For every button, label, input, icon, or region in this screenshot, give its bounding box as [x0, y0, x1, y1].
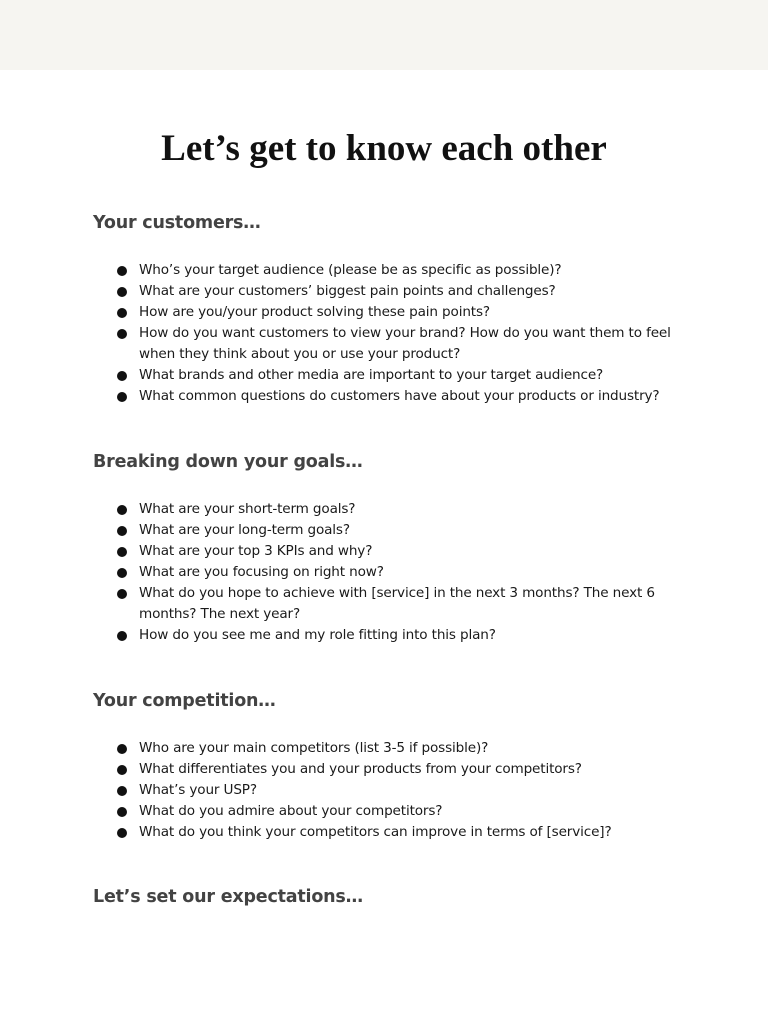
- bullet-icon: [117, 505, 127, 515]
- section-heading: Breaking down your goals…: [93, 452, 363, 472]
- question-text: How do you want customers to view your brand? How do you want them to feel when they think about you or use your product?: [139, 325, 671, 362]
- page-title: Let’s get to know each other: [161, 128, 607, 169]
- question-item: [93, 738, 699, 759]
- question-item: [93, 562, 699, 583]
- question-list: [93, 260, 693, 407]
- question-item: [93, 365, 699, 386]
- question-text: What are you focusing on right now?: [139, 564, 384, 580]
- bullet-icon: [117, 371, 127, 381]
- question-item: [93, 520, 699, 541]
- question-text: What do you admire about your competitors?: [139, 803, 443, 819]
- question-text: Who’s your target audience (please be as specific as possible)?: [139, 262, 562, 278]
- question-item: [93, 541, 699, 562]
- question-text: How are you/your product solving these pain points?: [139, 304, 490, 320]
- question-item: [93, 625, 699, 646]
- bullet-icon: [117, 308, 127, 318]
- question-item: [93, 302, 699, 323]
- question-item: [93, 281, 699, 302]
- question-text: What do you hope to achieve with [service] in the next 3 months? The next 6 months? The next year?: [139, 585, 655, 622]
- question-item: [93, 759, 699, 780]
- question-item: [93, 822, 699, 843]
- question-item: [93, 386, 699, 407]
- section-set-expectations: [93, 884, 693, 910]
- bullet-icon: [117, 547, 127, 557]
- question-text: Who are your main competitors (list 3-5 if possible)?: [139, 740, 489, 756]
- section-your-competition: [93, 688, 693, 843]
- question-text: What differentiates you and your products from your competitors?: [139, 761, 582, 777]
- section-breaking-down-goals: [93, 449, 693, 646]
- bullet-icon: [117, 765, 127, 775]
- bullet-icon: [117, 807, 127, 817]
- question-text: What are your long-term goals?: [139, 522, 350, 538]
- top-header-band: [0, 0, 768, 70]
- bullet-icon: [117, 392, 127, 402]
- question-text: What’s your USP?: [139, 782, 257, 798]
- question-text: What brands and other media are important to your target audience?: [139, 367, 604, 383]
- question-list: [93, 499, 693, 646]
- bullet-icon: [117, 744, 127, 754]
- bullet-icon: [117, 287, 127, 297]
- question-item: [93, 801, 699, 822]
- question-item: [93, 499, 699, 520]
- question-list: [93, 738, 693, 843]
- question-item: [93, 323, 699, 365]
- question-item: [93, 260, 699, 281]
- section-heading: Your customers…: [93, 213, 261, 233]
- question-text: What do you think your competitors can improve in terms of [service]?: [139, 824, 612, 840]
- question-text: What are your top 3 KPIs and why?: [139, 543, 373, 559]
- question-text: What common questions do customers have about your products or industry?: [139, 388, 660, 404]
- bullet-icon: [117, 786, 127, 796]
- bullet-icon: [117, 568, 127, 578]
- question-text: What are your customers’ biggest pain points and challenges?: [139, 283, 556, 299]
- bullet-icon: [117, 828, 127, 838]
- bullet-icon: [117, 631, 127, 641]
- question-text: What are your short-term goals?: [139, 501, 356, 517]
- bullet-icon: [117, 266, 127, 276]
- section-heading: Your competition…: [93, 691, 276, 711]
- question-item: [93, 780, 699, 801]
- question-item: [93, 583, 699, 625]
- bullet-icon: [117, 526, 127, 536]
- question-text: How do you see me and my role fitting into this plan?: [139, 627, 496, 643]
- bullet-icon: [117, 589, 127, 599]
- section-your-customers: [93, 210, 693, 407]
- bullet-icon: [117, 329, 127, 339]
- section-heading: Let’s set our expectations…: [93, 887, 363, 907]
